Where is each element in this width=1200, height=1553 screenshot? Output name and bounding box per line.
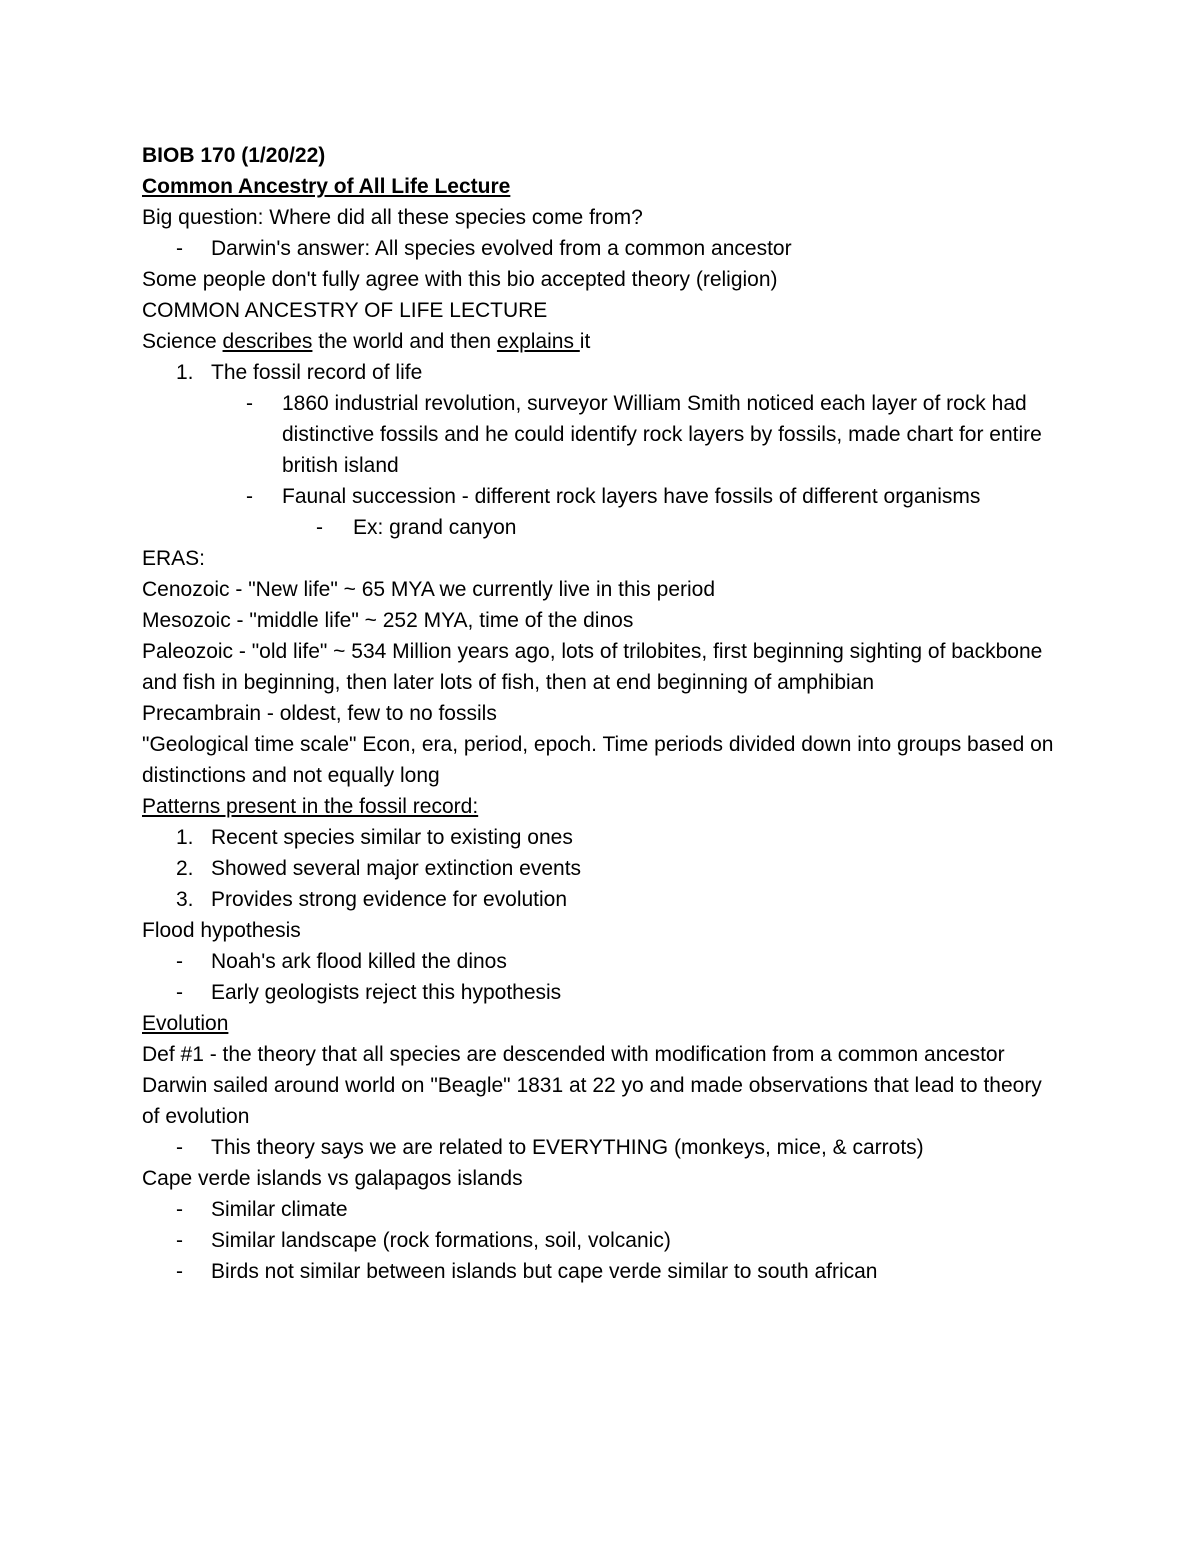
bullet-dash: -	[176, 1229, 183, 1252]
paragraph: COMMON ANCESTRY OF LIFE LECTURE	[142, 299, 548, 322]
bullet-item: - Noah's ark flood killed the dinos	[142, 946, 1072, 977]
paragraph: Def #1 - the theory that all species are descended with modification from a common ancestor	[142, 1043, 1005, 1066]
paragraph: Big question: Where did all these species come from?	[142, 206, 643, 229]
list-number: 1.	[176, 361, 194, 384]
paragraph: ERAS:	[142, 547, 206, 570]
numbered-item: 3. Provides strong evidence for evolution	[142, 884, 1072, 915]
paragraph: Science describes the world and then explains it	[142, 330, 591, 353]
bullet-item: - Early geologists reject this hypothesis	[142, 977, 1072, 1008]
paragraph: Precambrain - oldest, few to no fossils	[142, 702, 497, 725]
paragraph: "Geological time scale" Econ, era, period, epoch. Time periods divided down into groups based on distinctions and not equally long	[142, 733, 1054, 787]
bullet-dash: -	[316, 516, 323, 539]
underlined-term: explains	[496, 330, 580, 353]
numbered-item: 1. The fossil record of life	[142, 357, 1072, 388]
bullet-item: - Darwin's answer: All species evolved from a common ancestor	[142, 233, 1072, 264]
document-page	[142, 140, 1072, 1287]
paragraph: Flood hypothesis	[142, 919, 301, 942]
paragraph: Darwin sailed around world on "Beagle" 1831 at 22 yo and made observations that lead to theory of evolution	[142, 1074, 1042, 1128]
bullet-item: - 1860 industrial revolution, surveyor William Smith noticed each layer of rock had distinctive fossils and he could identify rock layers by fossils, made chart for entire british island	[142, 388, 1072, 481]
bullet-item: - This theory says we are related to EVERYTHING (monkeys, mice, & carrots)	[142, 1132, 1072, 1163]
bullet-dash: -	[176, 237, 183, 260]
numbered-item: 2. Showed several major extinction events	[142, 853, 1072, 884]
bullet-dash: -	[176, 1136, 183, 1159]
underlined-term: describes	[222, 330, 313, 353]
lecture-title: Common Ancestry of All Life Lecture	[142, 175, 511, 198]
paragraph: Cenozoic - "New life" ~ 65 MYA we currently live in this period	[142, 578, 716, 601]
paragraph: Mesozoic - "middle life" ~ 252 MYA, time of the dinos	[142, 609, 634, 632]
bullet-dash: -	[176, 1198, 183, 1221]
list-number: 3.	[176, 888, 194, 911]
paragraph: Paleozoic - "old life" ~ 534 Million years ago, lots of trilobites, first beginning sighting of backbone and fish in beginning, then later lots of fish, then at end beginning of amphibian	[142, 640, 1043, 694]
section-heading: Evolution	[142, 1012, 229, 1035]
numbered-item: 1. Recent species similar to existing ones	[142, 822, 1072, 853]
bullet-item: - Faunal succession - different rock layers have fossils of different organisms	[142, 481, 1072, 512]
bullet-item: - Similar landscape (rock formations, soil, volcanic)	[142, 1225, 1072, 1256]
bullet-item: - Similar climate	[142, 1194, 1072, 1225]
bullet-dash: -	[246, 392, 253, 415]
bullet-dash: -	[176, 950, 183, 973]
list-number: 2.	[176, 857, 194, 880]
bullet-dash: -	[176, 981, 183, 1004]
list-number: 1.	[176, 826, 194, 849]
section-heading: Patterns present in the fossil record:	[142, 795, 479, 818]
bullet-item: - Ex: grand canyon	[142, 512, 1072, 543]
course-heading: BIOB 170 (1/20/22)	[142, 144, 326, 167]
paragraph: Cape verde islands vs galapagos islands	[142, 1167, 523, 1190]
bullet-dash: -	[176, 1260, 183, 1283]
paragraph: Some people don't fully agree with this bio accepted theory (religion)	[142, 268, 778, 291]
bullet-dash: -	[246, 485, 253, 508]
bullet-item: - Birds not similar between islands but cape verde similar to south african	[142, 1256, 1072, 1287]
